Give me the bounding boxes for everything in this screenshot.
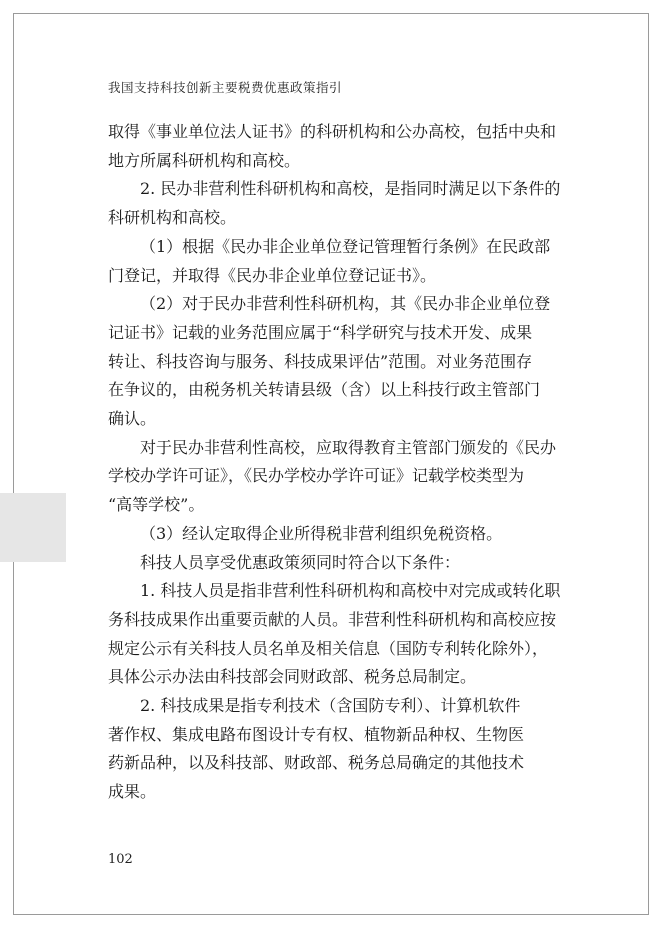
paragraph: （3）经认定取得企业所得税非营利组织免税资格。 xyxy=(140,523,503,543)
paragraph: 对于民办非营利性高校，应取得教育主管部门颁发的《民办 学校办学许可证》，《民办学校办学许可证》记载学校类型为 “高等学校”。 xyxy=(108,437,557,515)
paragraph: 2. 科技成果是指专利技术（含国防专利）、计算机软件 著作权、集成电路布图设计专有权、植物新品种权、生物医 药新品种，以及科技部、财政部、税务总局确定的其他技术 成果。 xyxy=(108,696,525,802)
paragraph: （1）根据《民办非企业单位登记管理暂行条例》在民政部 门登记，并取得《民办非企业单位登记证书》。 xyxy=(108,236,551,285)
paragraph: 1. 科技人员是指非营利性科研机构和高校中对完成或转化职 务科技成果作出重要贡献的人员。非营利性科研机构和高校应按 规定公示有关科技人员名单及相关信息（国防专利转化除外）， 具体公示办法由科技部会同财政部、税务总局制定。 xyxy=(108,581,561,687)
paragraph: 科技人员享受优惠政策须同时符合以下条件： xyxy=(140,552,461,572)
body-text xyxy=(108,118,568,807)
paragraph: （2）对于民办非营利性科研机构，其《民办非企业单位登 记证书》记载的业务范围应属于“科学研究与技术开发、成果 转让、科技咨询与服务、科技成果评估”范围。对业务范围存 在争议的，由税务机关转请县级（含）以上科技行政主管部门 确认。 xyxy=(108,294,551,429)
paragraph: 2. 民办非营利性科研机构和高校，是指同时满足以下条件的 科研机构和高校。 xyxy=(108,179,561,228)
running-header: 我国支持科技创新主要税费优惠政策指引 xyxy=(108,80,343,95)
paragraph: 取得《事业单位法人证书》的科研机构和公办高校，包括中央和 地方所属科研机构和高校。 xyxy=(108,122,557,170)
page-number: 102 xyxy=(108,852,133,867)
side-thumb-tab xyxy=(0,493,66,562)
